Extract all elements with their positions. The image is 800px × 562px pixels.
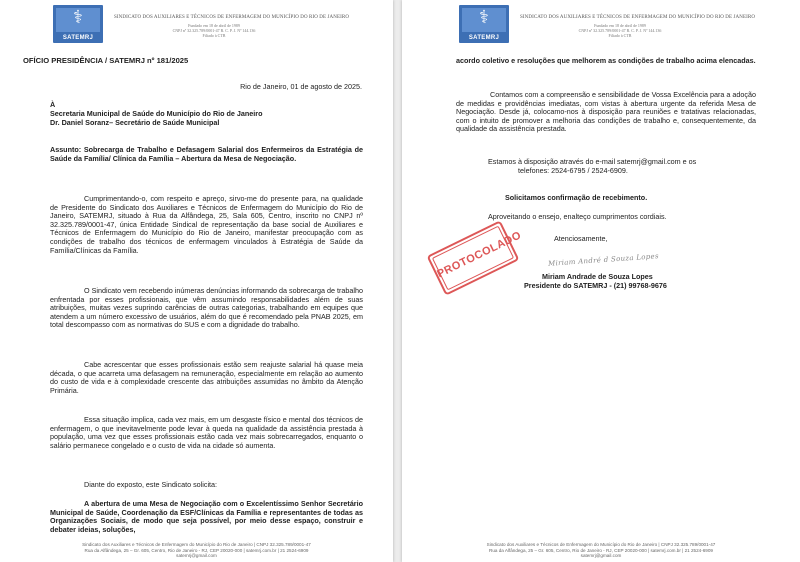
footer-line-2: Rua da Alfândega, 25 – Gr. 605, Centro, Rio de Janeiro - RJ, CEP 20020-000 | satemrj.com.br | 21 2524-6909: [489, 547, 713, 553]
date-line: Rio de Janeiro, 01 de agosto de 2025.: [240, 82, 362, 91]
org-name: SINDICATO DOS AUXILIARES E TÉCNICOS DE ENFERMAGEM DO MUNICÍPIO DO RIO DE JANEIRO: [114, 15, 350, 20]
paragraph-commitment: Contamos com a compreensão e sensibilidade de Vossa Excelência para a adoção de medidas e providências imediatas, com vistas à abertura urgente da referida Mesa de Negociação. Desde já, colocamo-nos à disposição para reuniões e tratativas relacionadas, com o intuito de promover a melhoria das condições de trabalho e, consequentemente, da qualidade da assistência prestada.: [456, 90, 756, 134]
request-continuation: acordo coletivo e resoluções que melhorem as condições de trabalho acima elencadas.: [456, 56, 756, 65]
paragraph-4: Essa situação implica, cada vez mais, em um desgaste físico e mental dos técnicos de enfermagem, o que inevitavelmente pode levar à queda na qualidade da assistência prestada à população, uma vez que esses profissionais estão cada vez mais sobrecarregados, enquanto o salário permanece congelado e o custo de vida na cidade só aumenta.: [50, 415, 363, 450]
document-page-1: [0, 0, 393, 562]
org-name: SINDICATO DOS AUXILIARES E TÉCNICOS DE ENFERMAGEM DO MUNICÍPIO DO RIO DE JANEIRO: [520, 15, 756, 20]
contact-line-1: Estamos à disposição através do e-mail satemrj@gmail.com e os: [488, 157, 697, 166]
regards-line: Aproveitando o ensejo, enalteço cumprimentos cordiais.: [488, 212, 667, 221]
footer-line-2: Rua da Alfândega, 25 – Gr. 605, Centro, Rio de Janeiro - RJ, CEP 20020-000 | satemrj.com.br | 21 2524-6909: [84, 547, 309, 553]
satemrj-logo: ⚕ SATEMRJ: [53, 5, 103, 43]
footer-line-3: satemrj@gmail.com: [580, 553, 622, 559]
protocol-stamp: PROTOCOLADO: [427, 220, 520, 295]
affiliation-line: Filiado à CTB: [608, 33, 632, 38]
letterhead: [520, 15, 755, 38]
footer: [402, 542, 800, 559]
satemrj-logo: ⚕ SATEMRJ: [459, 5, 509, 43]
cnpj-line: CNPJ nº 32.325.789/0001-47 R. C. P. J. Nº 144.136: [172, 28, 256, 33]
footer-line-1: Sindicato dos Auxiliares e Técnicos de Enfermagem do Município do Rio de Janeiro | CNPJ 32.325.789/0001-47: [82, 542, 311, 548]
footer: [0, 542, 393, 559]
founded-line: Fundado em 18 de abril de 1989: [188, 23, 240, 28]
receipt-confirmation: Solicitamos confirmação de recebimento.: [505, 193, 648, 202]
handwritten-signature: Miriam André d Souza Lopes: [547, 252, 660, 268]
addressee-a: À: [50, 100, 56, 109]
office-title: OFÍCIO PRESIDÊNCIA / SATEMRJ nº 181/2025: [23, 56, 189, 65]
paragraph-5: Diante do exposto, este Sindicato solicita:: [84, 480, 218, 489]
signer-name: Miriam Andrade de Souza Lopes: [542, 272, 653, 281]
addressee-person: Dr. Daniel Soranz– Secretário de Saúde Municipal: [50, 118, 220, 127]
caduceus-icon: ⚕: [73, 7, 83, 28]
paragraph-1: Cumprimentando-o, com respeito e apreço, sirvo-me do presente para, na qualidade de Presidente do Sindicato dos Auxiliares e Técnicos de Enfermagem do Município do Rio de Janeiro, SATEMRJ, situado à Rua da Alfândega, 25, Sala 605, Centro, inscrito no CNPJ nº 32.325.789/0001-47, única Entidade Sindical de representação da base social de Auxiliares e Técnicos de Enfermagem do Município do Rio de Janeiro, manifestar preocupação com as condições de trabalho dos técnicos de enfermagem vinculados à Estratégia de Saúde da Família/Clínicas da Família.: [50, 194, 363, 255]
request-paragraph: A abertura de uma Mesa de Negociação com o Excelentíssimo Senhor Secretário Municipal de Saúde, Coordenação da ESF/Clínicas da Família e representantes de todas as Organizações Sociais, de modo que seja possível, por meio desse espaço, construir e debater ideias, soluções,: [50, 500, 363, 534]
paragraph-3: Cabe acrescentar que esses profissionais estão sem reajuste salarial há quase meia década, o que acarreta uma defasagem na remuneração, especialmente em relação ao aumento do custo de vida e à complexidade crescente das atribuições assumidas no âmbito da Atenção Primária.: [50, 360, 363, 395]
caduceus-icon: ⚕: [479, 7, 489, 28]
founded-line: Fundado em 18 de abril de 1989: [594, 23, 646, 28]
cnpj-line: CNPJ nº 32.325.789/0001-47 R. C. P. J. Nº 144.136: [578, 28, 662, 33]
subject: Assunto: Sobrecarga de Trabalho e Defasagem Salarial dos Enfermeiros da Estratégia de Saúde da Família/ Clínica da Família – Abertura da Mesa de Negociação.: [50, 145, 363, 163]
contact-line-2: telefones: 2524-6795 / 2524-6909.: [518, 166, 628, 175]
footer-line-1: Sindicato dos Auxiliares e Técnicos de Enfermagem do Município do Rio de Janeiro | CNPJ 32.325.789/0001-47: [486, 542, 716, 548]
letterhead: [114, 15, 349, 38]
signer-title: Presidente do SATEMRJ - (21) 99768-9676: [524, 281, 667, 290]
footer-line-3: satemrj@gmail.com: [176, 553, 217, 559]
addressee-secretariat: Secretaria Municipal de Saúde do Município do Rio de Janeiro: [50, 109, 263, 118]
affiliation-line: Filiado à CTB: [202, 33, 226, 38]
paragraph-2: O Sindicato vem recebendo inúmeras denúncias informando da sobrecarga de trabalho enfrentada por esses profissionais, que vêm assumindo responsabilidades além de suas atribuições, muitas vezes suprindo carências de outras categorias, trabalhando em equipes que atendem a um número excessivo de usuários, além do que é recomendado pela PNAB 2025, em total descompasso com as normativas do SUS e com a dignidade do trabalho.: [50, 286, 363, 330]
regards-closing: Atenciosamente,: [554, 234, 608, 243]
